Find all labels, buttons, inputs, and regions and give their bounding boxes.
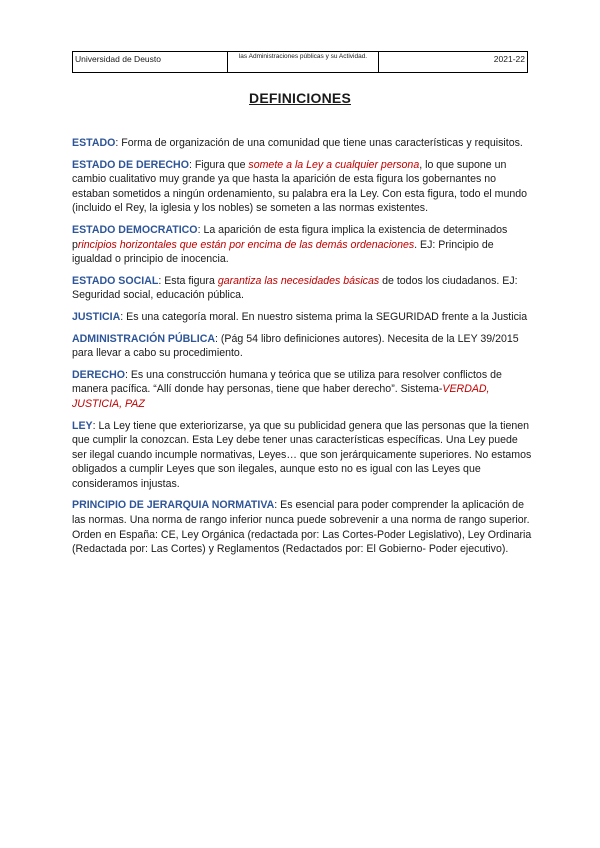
term: JUSTICIA: [72, 310, 121, 323]
definition-text: : Esta figura: [158, 274, 218, 287]
definitions-list: [72, 136, 532, 564]
definition-derecho: [72, 368, 532, 412]
highlight-text: VERDAD, JUSTICIA, PAZ: [72, 383, 490, 410]
header-subject: las Administraciones públicas y su Actividad.: [228, 52, 379, 73]
definition-estado-democratico: [72, 223, 532, 267]
definition-text: de todos los ciudadanos. EJ: Seguridad social, educación pública.: [72, 274, 518, 302]
term: ESTADO DEMOCRATICO: [72, 223, 198, 236]
definition-text: . EJ: Principio de igualdad o principio de inocencia.: [72, 238, 494, 266]
term: ADMINISTRACIÓN PÚBLICA: [72, 332, 216, 345]
definition-text: : Figura que: [188, 158, 249, 171]
definition-text: : Es una categoría moral. En nuestro sistema prima la SEGURIDAD frente a la Justicia: [120, 310, 528, 323]
highlight-text: rincipios horizontales que están por encima de las demás ordenaciones: [77, 238, 415, 251]
page-header: [72, 51, 528, 73]
definition-estado-social: [72, 274, 532, 303]
term: LEY: [72, 419, 93, 432]
definition-estado-de-derecho: [72, 158, 532, 216]
definition-text: : La Ley tiene que exteriorizarse, ya que su publicidad genera que las personas que la tienen que cumplir la conozcan. Esta Ley debe tener unas características específicas. Una Ley puede ser ilegal cuando incumple normativas, Leyes… que son jerárquicamente superiores. No estamos obligados a cumplir Leyes que son ilegales, aunque esto no es igual con las Leyes que consideramos injustas.: [72, 419, 532, 490]
term: PRINCIPIO DE JERARQUIA NORMATIVA: [72, 499, 275, 512]
term: ESTADO DE DERECHO: [72, 158, 189, 171]
definition-text: : Es esencial para poder comprender la aplicación de las normas. Una norma de rango inferior nunca puede sobrevenir a una norma de rango superior. Orden en España: CE, Ley Orgánica (redactada por: Las Cortes-Poder Legislativo), Ley Ordinaria (Redactada por: Las Cortes) y Reglamentos (Redactados por: El Gobierno- Poder ejecutivo).: [72, 499, 532, 556]
definition-text: : Es una construcción humana y teórica que se utiliza para resolver conflictos de manera pacífica. “Allí donde hay personas, tiene que haber derecho”. Sistema-: [72, 368, 502, 396]
header-year: 2021-22: [379, 52, 528, 73]
definition-administracion-publica: [72, 332, 532, 361]
definition-principio-jerarquia: [72, 498, 532, 556]
page-title: DEFINICIONES: [249, 90, 351, 106]
definition-text: , lo que supone un cambio cualitativo muy grande ya que hasta la aparición de esta figura los gobernantes no estaban sometidos a ningún ordenamiento, su palabra era la Ley. Con esta figura, todo el mundo (incluido el Rey, la iglesia y los nobles) se someten a las normas existentes.: [72, 158, 528, 215]
header-university: Universidad de Deusto: [73, 52, 228, 73]
term: ESTADO: [72, 137, 116, 149]
definition-text: : (Pág 54 libro definiciones autores). Necesita de la LEY 39/2015 para llevar a cabo su procedimiento.: [72, 332, 519, 360]
definition-ley: [72, 419, 532, 492]
highlight-text: garantiza las necesidades básicas: [217, 274, 380, 287]
definition-text: : La aparición de esta figura implica la existencia de determinados p: [72, 223, 508, 251]
definition-estado: [72, 136, 532, 151]
term: ESTADO SOCIAL: [72, 274, 159, 287]
highlight-text: somete a la Ley a cualquier persona: [248, 158, 420, 171]
term: DERECHO: [72, 368, 125, 381]
definition-text: : Forma de organización de una comunidad que tiene unas características y requisitos.: [115, 137, 523, 149]
definition-justicia: [72, 310, 532, 325]
